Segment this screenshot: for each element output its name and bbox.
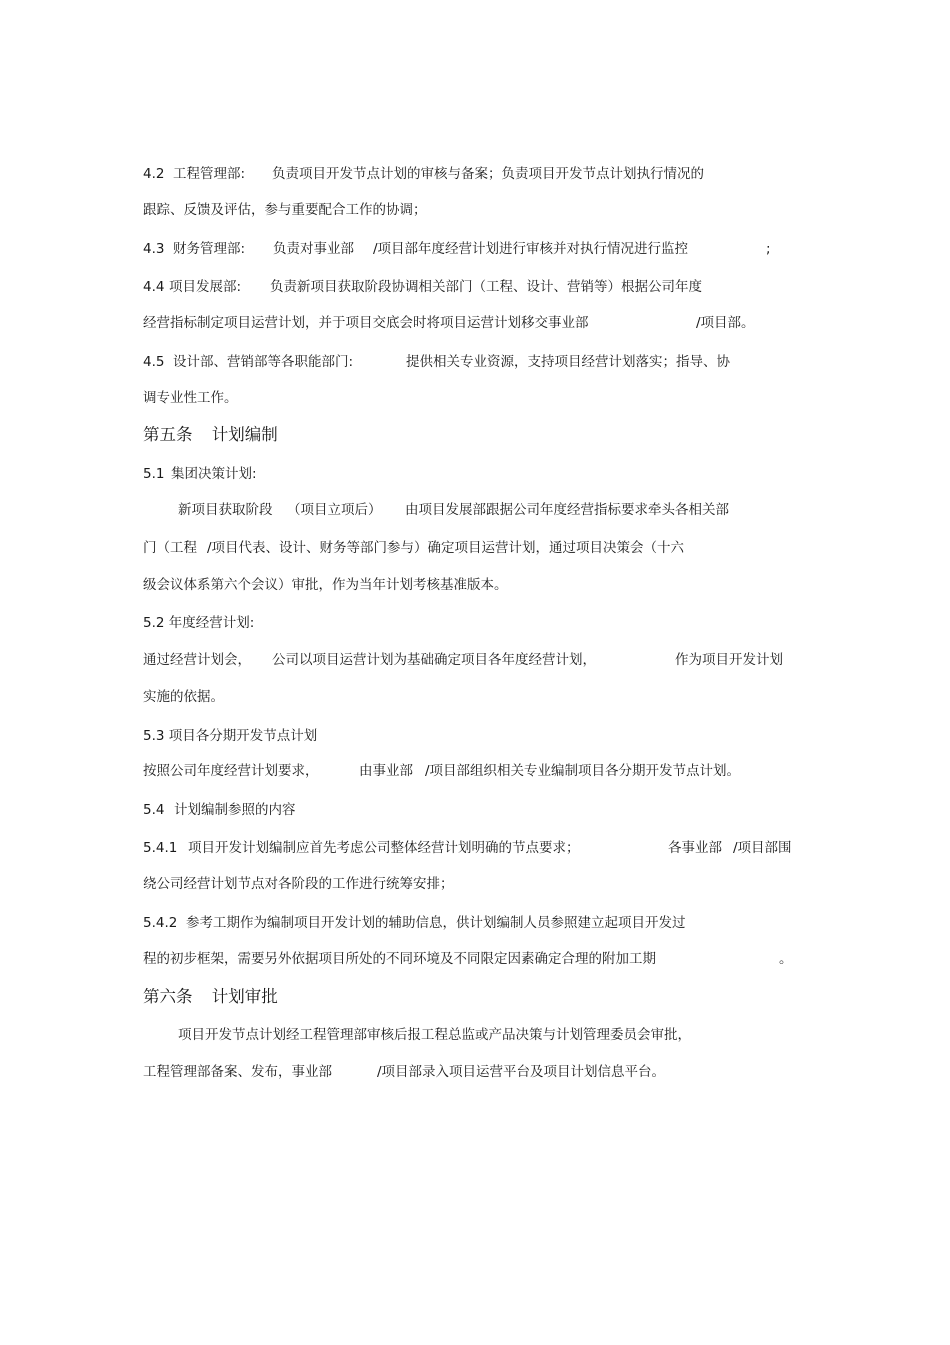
paragraph-text: 级会议体系第六个会议）审批，作为当年计划考核基准版本。 — [143, 577, 508, 593]
article-number: 第五条 — [143, 425, 193, 444]
paragraph-text: （项目立项后） — [287, 502, 382, 518]
paragraph-text: 工程管理部备案、发布，事业部 — [143, 1064, 332, 1080]
responsibility-text: 负责新项目获取阶段协调相关部门（工程、设计、营销等）根据公司年度 — [270, 279, 702, 295]
article-title: 计划编制 — [211, 425, 278, 444]
department-label: 项目发展部: — [169, 279, 242, 295]
section-number: 4.5 — [143, 354, 165, 370]
paragraph-text: 由事业部 — [359, 763, 413, 779]
paragraph-text: /项目部围 — [733, 840, 792, 856]
paragraph-text: 由项目发展部跟据公司年度经营指标要求牵头各相关部 — [405, 502, 729, 518]
paragraph-text: 绕公司经营计划节点对各阶段的工作进行统筹安排； — [143, 876, 454, 892]
paragraph-text: 项目开发计划编制应首先考虑公司整体经营计划明确的节点要求； — [188, 840, 580, 856]
section-title: 5.3 项目各分期开发节点计划 — [143, 728, 318, 744]
paragraph-text: 门（工程 — [143, 540, 197, 556]
paragraph-text: 参考工期作为编制项目开发计划的辅助信息，供计划编制人员参照建立起项目开发过 — [186, 915, 686, 931]
section-title: 5.2 年度经营计划: — [143, 615, 255, 631]
department-label: 工程管理部: — [173, 166, 246, 182]
paragraph-text: 作为项目开发计划 — [675, 652, 783, 668]
section-number: 5.4.2 — [143, 915, 178, 931]
punctuation: 。 — [779, 951, 793, 967]
responsibility-text: 负责项目开发节点计划的审核与备案；负责项目开发节点计划执行情况的 — [272, 166, 704, 182]
responsibility-text: 经营指标制定项目运营计划，并于项目交底会时将项目运营计划移交事业部 — [143, 315, 589, 331]
paragraph-text: 通过经营计划会， — [143, 652, 251, 668]
section-number: 5.4 — [143, 802, 165, 818]
paragraph-text: 各事业部 — [668, 840, 722, 856]
article-6-heading — [143, 986, 278, 1008]
section-number: 5.4.1 — [143, 840, 178, 856]
department-label: 设计部、营销部等各职能部门: — [173, 354, 354, 370]
paragraph-text: 实施的依据。 — [143, 689, 224, 705]
paragraph-text: /项目部录入项目运营平台及项目计划信息平台。 — [377, 1064, 666, 1080]
paragraph-text: 公司以项目运营计划为基础确定项目各年度经营计划， — [272, 652, 596, 668]
paragraph-text: /项目部组织相关专业编制项目各分期开发节点计划。 — [425, 763, 741, 779]
paragraph-text: 按照公司年度经营计划要求， — [143, 763, 319, 779]
responsibility-text: 负责对事业部 — [273, 241, 354, 257]
paragraph-text: /项目代表、设计、财务等部门参与）确定项目运营计划，通过项目决策会（十六 — [207, 540, 685, 556]
section-title: 计划编制参照的内容 — [174, 802, 296, 818]
responsibility-text: /项目部。 — [696, 315, 755, 331]
section-number: 5.1 — [143, 466, 165, 482]
article-5-heading — [143, 424, 278, 446]
paragraph-text: 程的初步框架，需要另外依据项目所处的不同环境及不同限定因素确定合理的附加工期 — [143, 951, 656, 967]
paragraph-text: 项目开发节点计划经工程管理部审核后报工程总监或产品决策与计划管理委员会审批， — [178, 1027, 691, 1043]
section-number: 4.2 — [143, 166, 165, 182]
article-title: 计划审批 — [211, 987, 278, 1006]
responsibility-text: /项目部年度经营计划进行审核并对执行情况进行监控 — [373, 241, 689, 257]
paragraph-text: 新项目获取阶段 — [178, 502, 273, 518]
responsibility-text: 调专业性工作。 — [143, 390, 238, 406]
article-number: 第六条 — [143, 987, 193, 1006]
responsibility-text: 提供相关专业资源，支持项目经营计划落实；指导、协 — [406, 354, 730, 370]
section-number: 4.3 — [143, 241, 165, 257]
section-title: 集团决策计划: — [171, 466, 257, 482]
responsibility-text: 跟踪、反馈及评估，参与重要配合工作的协调； — [143, 202, 427, 218]
department-label: 财务管理部: — [173, 241, 246, 257]
punctuation: ; — [766, 241, 771, 257]
section-number: 4.4 — [143, 279, 165, 295]
